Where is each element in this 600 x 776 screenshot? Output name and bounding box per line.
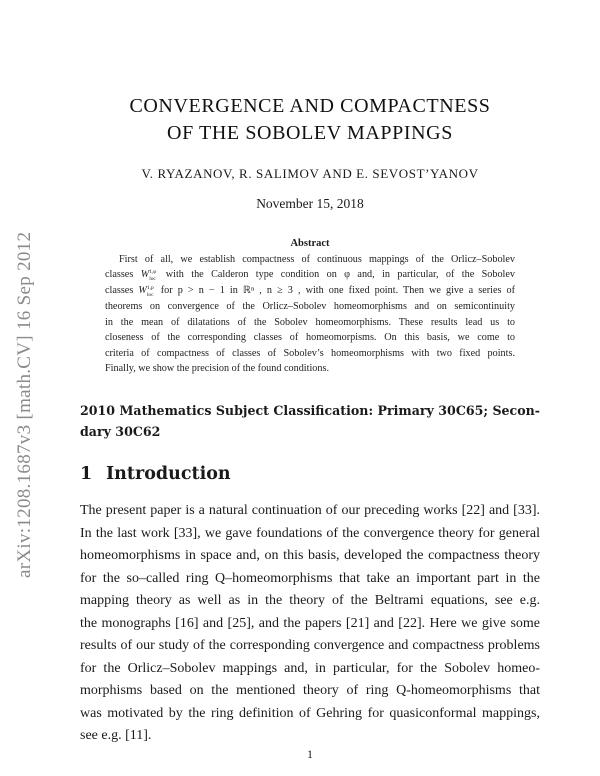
abstract-line: classes W 1,p loc for p > n − 1 in ℝⁿ , n ≥ 3 , with one fixed point. Then we give a series of xyxy=(105,285,516,299)
msc-line: 2010 Mathematics Subject Classification: Primary 30C65; Secon- xyxy=(80,403,540,418)
arxiv-identifier-text: arXiv:1208.1687v3 [math.CV] 16 Sep 2012 xyxy=(14,231,35,578)
body-line: the monographs [16] and [25], and the papers [21] and [22]. Here we give some xyxy=(80,615,540,631)
body-line: morphisms based on the mentioned theory of ring Q-homeomorphisms that xyxy=(80,683,540,698)
body-line: see e.g. [11]. xyxy=(80,728,152,743)
body-line: homeomorphisms in space and, on this basis, developed the compactness theory xyxy=(80,548,540,563)
abstract-line: criteria of compactness of classes of Sobolev’s homeomorphisms with two fixed points. xyxy=(105,347,515,359)
page-number: 1 xyxy=(307,747,313,761)
body-line: mapping theory as well as in the theory of the Beltrami equations, see e.g. xyxy=(80,593,540,608)
body-line: was motivated by the ring definition of Gehring for quasiconformal mappings, xyxy=(80,705,540,721)
abstract-line: Finally, we show the precision of the found conditions. xyxy=(105,363,329,375)
abstract-line: theorems on convergence of the Orlicz–Sobolev homeomorphisms and on semicontinuity xyxy=(105,301,515,313)
abstract-line: First of all, we establish compactness of continuous mappings of the Orlicz–Sobolev xyxy=(119,254,515,265)
section-number: 1 xyxy=(80,464,93,484)
abstract-line: in the mean of dilatations of the Sobolev homeomorphisms. These results lead us to xyxy=(105,316,515,328)
abstract-line: closeness of the corresponding classes of homeomorpisms. On this basis, we come to xyxy=(105,332,515,344)
arxiv-identifier-stamp xyxy=(6,158,40,578)
body-line: for the so–called ring Q–homeomorphisms that take an important part in the xyxy=(80,570,540,586)
title-line-1: CONVERGENCE AND COMPACTNESS xyxy=(129,95,491,117)
abstract-line: classes W 1,φ loc with the Calderon type condition on φ and, in particular, of the Sobolev xyxy=(105,269,516,283)
msc-classification xyxy=(80,400,540,442)
paper-date: November 15, 2018 xyxy=(256,196,364,211)
body-line: results of our study of the corresponding convergence and compactness problems xyxy=(80,638,540,653)
section-title: Introduction xyxy=(106,464,231,484)
abstract-text xyxy=(105,252,515,376)
body-line: In the last work [33], we gave foundations of the convergence theory for general xyxy=(80,525,540,541)
introduction-body xyxy=(80,500,540,748)
author-list: V. RYAZANOV, R. SALIMOV AND E. SEVOST’YANOV xyxy=(141,166,479,181)
body-line: The present paper is a natural continuation of our preceding works [22] and [33]. xyxy=(80,503,540,518)
abstract-heading: Abstract xyxy=(290,238,330,249)
body-line: for the Orlicz–Sobolev mappings and, in particular, for the Sobolev homeo- xyxy=(80,660,540,676)
section-heading xyxy=(80,464,231,484)
msc-line: dary 30C62 xyxy=(80,424,161,439)
paper-title xyxy=(80,93,540,147)
title-line-2: OF THE SOBOLEV MAPPINGS xyxy=(167,122,453,144)
